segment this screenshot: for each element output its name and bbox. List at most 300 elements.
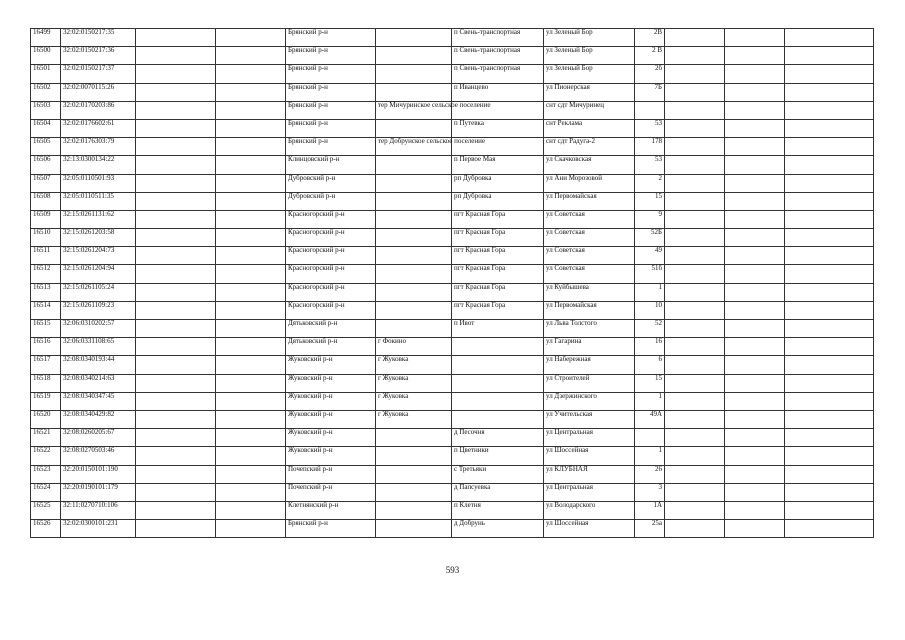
house-number: 15 [635,192,665,210]
blank-cell [665,174,725,192]
settlement [376,483,452,501]
settlement: г Фокино [376,338,452,356]
street: ул Советская [544,210,635,228]
blank-cell [725,156,785,174]
blank-cell [665,101,725,119]
house-number: 51б [635,265,665,283]
blank-cell [136,520,216,538]
house-number: 52 [635,320,665,338]
district: Брянский р-н [286,29,376,47]
locality: пгт Красная Гора [452,247,544,265]
locality: п Первое Мая [452,156,544,174]
blank-cell [785,265,874,283]
street: снт Рекламa [544,119,635,137]
street: ул КЛУБНАЯ [544,465,635,483]
blank-cell [785,338,874,356]
cadastral-number: 32:05:0110511:35 [61,192,136,210]
settlement [376,229,452,247]
table-row [31,210,874,228]
district: Жуковский р-н [286,374,376,392]
district: Красногорский р-н [286,210,376,228]
blank-cell [725,265,785,283]
table-row [31,265,874,283]
row-number: 16506 [31,156,61,174]
blank-cell [136,47,216,65]
blank-cell [216,47,286,65]
house-number [635,429,665,447]
row-number: 16520 [31,410,61,428]
district: Красногорский р-н [286,301,376,319]
blank-cell [725,392,785,410]
street: снт сдт Радуга-2 [544,138,635,156]
blank-cell [216,65,286,83]
blank-cell [216,338,286,356]
blank-cell [785,247,874,265]
settlement [376,447,452,465]
row-number: 16502 [31,83,61,101]
row-number: 16515 [31,320,61,338]
table-row [31,356,874,374]
house-number: 1А [635,501,665,519]
blank-cell [725,29,785,47]
row-number: 16499 [31,29,61,47]
house-number [635,101,665,119]
street: ул Советская [544,229,635,247]
table-row [31,83,874,101]
locality: д Добрунь [452,520,544,538]
house-number: 2 [635,174,665,192]
district: Дубровский р-н [286,174,376,192]
blank-cell [785,301,874,319]
district: Брянский р-н [286,520,376,538]
house-number: 6 [635,356,665,374]
blank-cell [785,101,874,119]
blank-cell [665,138,725,156]
settlement [376,301,452,319]
blank-cell [725,119,785,137]
blank-cell [136,301,216,319]
blank-cell [216,210,286,228]
blank-cell [725,356,785,374]
blank-cell [725,520,785,538]
settlement: г Жуковка [376,374,452,392]
blank-cell [665,192,725,210]
row-number: 16511 [31,247,61,265]
blank-cell [216,392,286,410]
house-number: 2 В [635,47,665,65]
district: Брянский р-н [286,65,376,83]
blank-cell [216,465,286,483]
table-row [31,429,874,447]
blank-cell [725,374,785,392]
locality: пгт Красная Гора [452,283,544,301]
blank-cell [785,501,874,519]
district: Брянский р-н [286,101,376,119]
blank-cell [665,501,725,519]
row-number: 16525 [31,501,61,519]
locality: п Свень-транспортная [452,65,544,83]
blank-cell [725,283,785,301]
settlement: г Жуковка [376,392,452,410]
blank-cell [785,83,874,101]
cadastral-number: 32:20:0190101:179 [61,483,136,501]
blank-cell [725,320,785,338]
table-row [31,174,874,192]
blank-cell [725,247,785,265]
blank-cell [725,101,785,119]
house-number: 16 [635,338,665,356]
settlement: г Жуковка [376,410,452,428]
blank-cell [785,210,874,228]
row-number: 16514 [31,301,61,319]
blank-cell [216,119,286,137]
house-number: 1 [635,447,665,465]
cadastral-number: 32:02:0170203:86 [61,101,136,119]
blank-cell [785,392,874,410]
blank-cell [136,83,216,101]
settlement [376,265,452,283]
district: Красногорский р-н [286,247,376,265]
street: ул Учительская [544,410,635,428]
blank-cell [216,283,286,301]
settlement [376,174,452,192]
blank-cell [216,101,286,119]
house-number: 52Б [635,229,665,247]
street: ул Зеленый Бор [544,65,635,83]
blank-cell [665,65,725,83]
district: Почепский р-н [286,483,376,501]
street: ул Советская [544,265,635,283]
street: ул Первомайская [544,192,635,210]
table-row [31,138,874,156]
row-number: 16509 [31,210,61,228]
row-number: 16523 [31,465,61,483]
blank-cell [136,465,216,483]
street: ул Гагарина [544,338,635,356]
cadastral-number: 32:06:0331108:65 [61,338,136,356]
street: ул Льва Толстого [544,320,635,338]
district: Жуковский р-н [286,356,376,374]
blank-cell [665,429,725,447]
settlement [376,465,452,483]
street: ул Набережная [544,356,635,374]
blank-cell [216,247,286,265]
street: ул Зеленый Бор [544,29,635,47]
settlement [376,210,452,228]
locality: пгт Красная Гора [452,229,544,247]
cadastral-number: 32:02:0176303:79 [61,138,136,156]
blank-cell [785,65,874,83]
cadastral-number: 32:02:0150217:35 [61,29,136,47]
blank-cell [785,192,874,210]
district: Брянский р-н [286,83,376,101]
blank-cell [665,119,725,137]
settlement: г Жуковка [376,356,452,374]
blank-cell [216,501,286,519]
blank-cell [136,229,216,247]
table-row [31,101,874,119]
locality [452,356,544,374]
blank-cell [136,247,216,265]
blank-cell [665,465,725,483]
locality: п Ивот [452,320,544,338]
table-row [31,47,874,65]
settlement [376,283,452,301]
locality: п Иванцево [452,83,544,101]
house-number: 178 [635,138,665,156]
row-number: 16505 [31,138,61,156]
table-row [31,192,874,210]
street: ул Шоссейная [544,520,635,538]
table-row [31,283,874,301]
blank-cell [785,429,874,447]
blank-cell [725,229,785,247]
settlement [376,501,452,519]
cadastral-number: 32:15:0261204:94 [61,265,136,283]
blank-cell [665,356,725,374]
blank-cell [785,283,874,301]
blank-cell [216,374,286,392]
table-row [31,29,874,47]
blank-cell [216,301,286,319]
blank-cell [725,483,785,501]
district: Почепский р-н [286,465,376,483]
street: ул Дзержинского [544,392,635,410]
blank-cell [136,174,216,192]
locality: д Папсуевка [452,483,544,501]
blank-cell [216,429,286,447]
house-number: 25а [635,520,665,538]
blank-cell [785,320,874,338]
cadastral-number: 32:15:0261109:23 [61,301,136,319]
blank-cell [785,29,874,47]
blank-cell [136,210,216,228]
district: Брянский р-н [286,138,376,156]
house-number: 53 [635,119,665,137]
district: Жуковский р-н [286,447,376,465]
blank-cell [725,192,785,210]
blank-cell [216,447,286,465]
table-row [31,483,874,501]
settlement [376,192,452,210]
blank-cell [725,210,785,228]
district: Дятьковский р-н [286,320,376,338]
blank-cell [665,47,725,65]
row-number: 16510 [31,229,61,247]
blank-cell [216,265,286,283]
locality: рп Дубровка [452,174,544,192]
row-number: 16522 [31,447,61,465]
settlement: тер Добрунское сельское поселение [376,138,452,156]
blank-cell [136,374,216,392]
blank-cell [665,156,725,174]
blank-cell [665,229,725,247]
street: ул Володарского [544,501,635,519]
blank-cell [136,429,216,447]
house-number: 7Б [635,83,665,101]
blank-cell [136,119,216,137]
settlement: тер Мичуринское сельское поселение [376,101,452,119]
blank-cell [725,301,785,319]
blank-cell [785,520,874,538]
cadastral-number: 32:06:0310202:57 [61,320,136,338]
district: Красногорский р-н [286,265,376,283]
blank-cell [665,83,725,101]
street: ул Центральная [544,483,635,501]
blank-cell [665,29,725,47]
table-row [31,320,874,338]
settlement [376,83,452,101]
blank-cell [725,83,785,101]
table-row [31,229,874,247]
district: Красногорский р-н [286,283,376,301]
district: Дятьковский р-н [286,338,376,356]
cadastral-number: 32:08:0340429:82 [61,410,136,428]
house-number: 1 [635,392,665,410]
locality [452,374,544,392]
street: ул Первомайская [544,301,635,319]
house-number: 10 [635,301,665,319]
blank-cell [136,29,216,47]
blank-cell [136,338,216,356]
cadastral-number: 32:05:0110501:93 [61,174,136,192]
row-number: 16526 [31,520,61,538]
blank-cell [665,283,725,301]
blank-cell [216,83,286,101]
district: Жуковский р-н [286,410,376,428]
district: Брянский р-н [286,119,376,137]
district: Жуковский р-н [286,392,376,410]
table-row [31,338,874,356]
row-number: 16524 [31,483,61,501]
blank-cell [725,338,785,356]
table-row [31,156,874,174]
blank-cell [785,465,874,483]
blank-cell [136,356,216,374]
house-number: 26 [635,465,665,483]
cadastral-number: 32:15:0261105:24 [61,283,136,301]
row-number: 16518 [31,374,61,392]
row-number: 16521 [31,429,61,447]
blank-cell [665,247,725,265]
district: Жуковский р-н [286,429,376,447]
table-row [31,65,874,83]
blank-cell [136,265,216,283]
house-number: 15 [635,374,665,392]
street: ул Пионерская [544,83,635,101]
locality: д Песочня [452,429,544,447]
cadastral-number: 32:15:0261203:58 [61,229,136,247]
locality: п Свень-транспортная [452,29,544,47]
settlement [376,47,452,65]
street: ул Советская [544,247,635,265]
locality: пгт Красная Гора [452,301,544,319]
blank-cell [665,520,725,538]
street: ул Скачковская [544,156,635,174]
row-number: 16517 [31,356,61,374]
blank-cell [136,483,216,501]
blank-cell [725,465,785,483]
cadastral-number: 32:15:0261204:73 [61,247,136,265]
cadastral-number: 32:08:0270503:46 [61,447,136,465]
district: Клинцовский р-н [286,156,376,174]
blank-cell [785,483,874,501]
blank-cell [136,283,216,301]
blank-cell [136,192,216,210]
house-number: 49 [635,247,665,265]
blank-cell [216,410,286,428]
blank-cell [785,374,874,392]
blank-cell [785,356,874,374]
row-number: 16500 [31,47,61,65]
row-number: 16504 [31,119,61,137]
district: Брянский р-н [286,47,376,65]
street: ул Центральная [544,429,635,447]
blank-cell [665,210,725,228]
blank-cell [665,301,725,319]
blank-cell [136,65,216,83]
table-row [31,119,874,137]
blank-cell [216,29,286,47]
register-table [30,28,874,538]
blank-cell [785,447,874,465]
table-row [31,410,874,428]
blank-cell [216,138,286,156]
blank-cell [136,392,216,410]
table-row [31,374,874,392]
blank-cell [785,119,874,137]
locality: п Путевка [452,119,544,137]
street: ул Зеленый Бор [544,47,635,65]
blank-cell [665,338,725,356]
blank-cell [785,138,874,156]
blank-cell [665,483,725,501]
settlement [376,247,452,265]
locality [452,392,544,410]
table-row [31,520,874,538]
cadastral-number: 32:08:0340193:44 [61,356,136,374]
cadastral-number: 32:15:0261131:62 [61,210,136,228]
locality [452,338,544,356]
locality: пгт Красная Гора [452,210,544,228]
blank-cell [216,356,286,374]
settlement [376,320,452,338]
blank-cell [725,501,785,519]
blank-cell [665,265,725,283]
settlement [376,29,452,47]
blank-cell [665,320,725,338]
cadastral-number: 32:02:0150217:36 [61,47,136,65]
cadastral-number: 32:02:0300101:231 [61,520,136,538]
blank-cell [725,65,785,83]
blank-cell [785,174,874,192]
cadastral-number: 32:02:0176602:61 [61,119,136,137]
blank-cell [725,47,785,65]
settlement [376,520,452,538]
cadastral-number: 32:02:0070115:26 [61,83,136,101]
locality: пгт Красная Гора [452,265,544,283]
locality: рп Дубровка [452,192,544,210]
blank-cell [216,483,286,501]
blank-cell [136,156,216,174]
row-number: 16508 [31,192,61,210]
blank-cell [725,429,785,447]
house-number: 53 [635,156,665,174]
blank-cell [216,156,286,174]
settlement [376,156,452,174]
street: ул Строителей [544,374,635,392]
house-number: 2В [635,29,665,47]
